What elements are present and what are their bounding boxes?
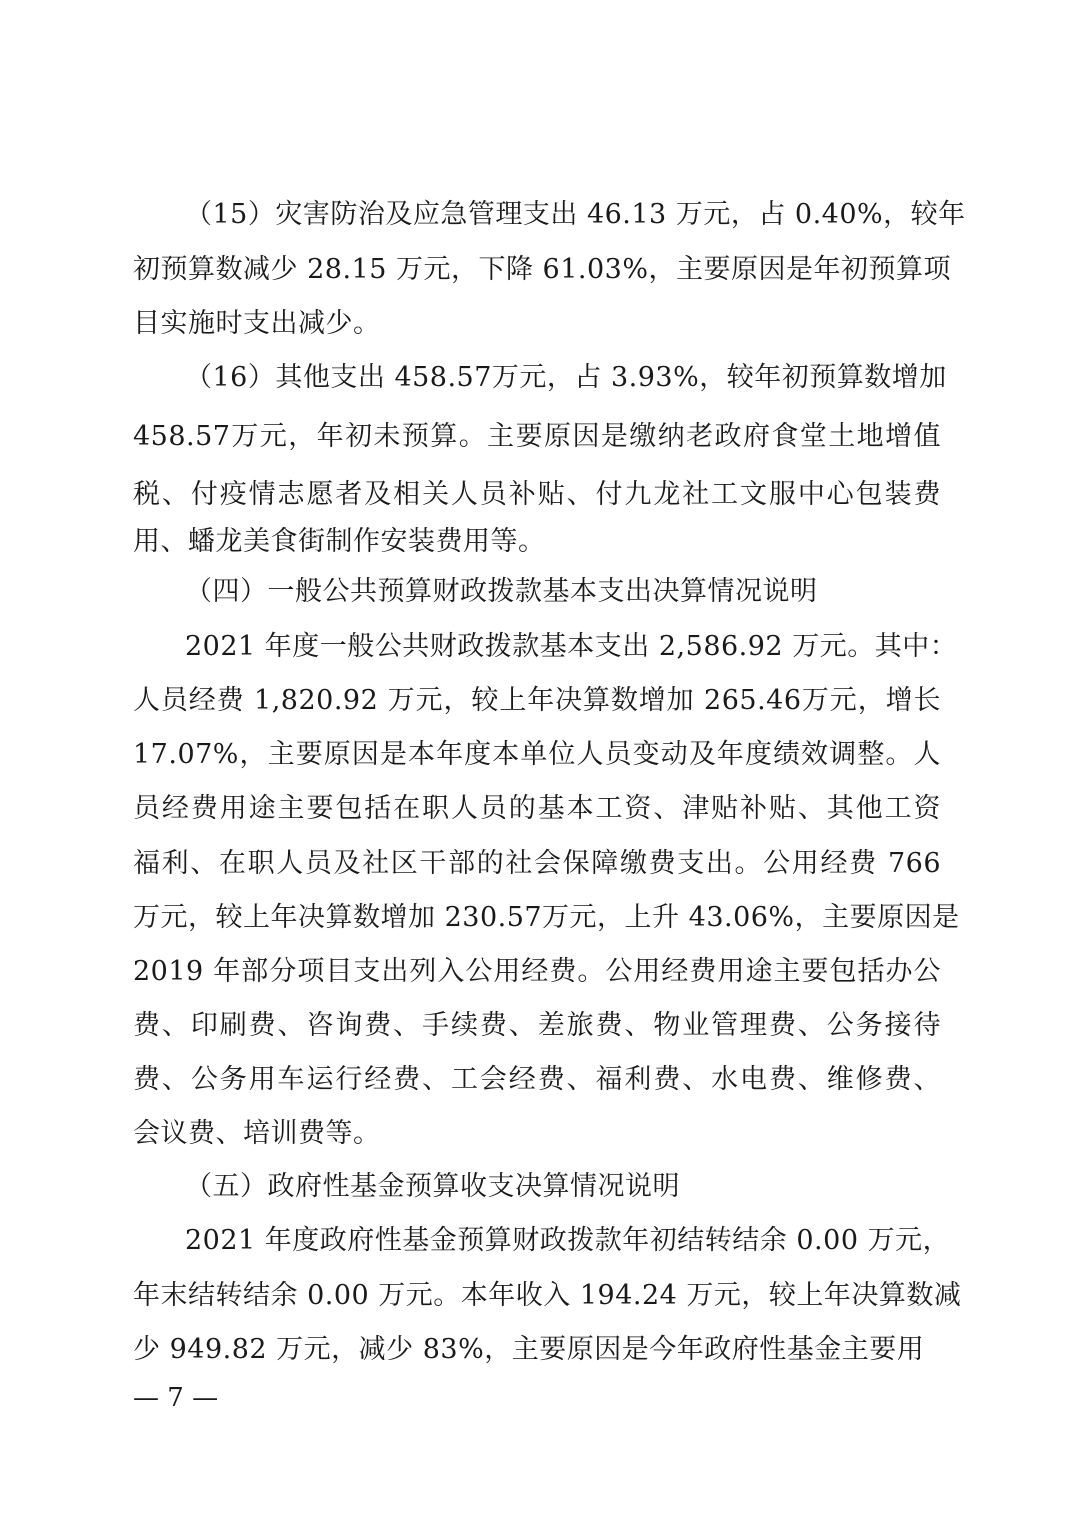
section-heading-5: （五）政府性基金预算收支决算情况说明 bbox=[185, 1171, 680, 1202]
paragraph-basic-expense-line-6: 万元，较上年决算数增加 230.57万元，上升 43.06%，主要原因是 bbox=[133, 902, 960, 933]
paragraph-15-line-3: 目实施时支出减少。 bbox=[133, 308, 381, 339]
paragraph-basic-expense-line-9: 费、公务用车运行经费、工会经费、福利费、水电费、维修费、 bbox=[133, 1064, 941, 1095]
paragraph-16-line-2: 458.57万元，年初未预算。主要原因是缴纳老政府食堂土地增值 bbox=[133, 421, 941, 452]
paragraph-16-line-1: （16）其他支出 458.57万元，占 3.93%，较年初预算数增加 bbox=[185, 362, 947, 393]
paragraph-basic-expense-line-5: 福利、在职人员及社区干部的社会保障缴费支出。公用经费 766 bbox=[133, 848, 941, 879]
paragraph-basic-expense-line-2: 人员经费 1,820.92 万元，较上年决算数增加 265.46万元，增长 bbox=[133, 685, 941, 716]
paragraph-16-line-4: 用、蟠龙美食街制作安装费用等。 bbox=[133, 526, 546, 557]
paragraph-basic-expense-line-7: 2019 年部分项目支出列入公用经费。公用经费用途主要包括办公 bbox=[133, 956, 941, 987]
paragraph-16-line-3: 税、付疫情志愿者及相关人员补贴、付九龙社工文服中心包装费 bbox=[133, 479, 941, 510]
paragraph-basic-expense-line-8: 费、印刷费、咨询费、手续费、差旅费、物业管理费、公务接待 bbox=[133, 1010, 941, 1041]
paragraph-basic-expense-line-1: 2021 年度一般公共财政拨款基本支出 2,586.92 万元。其中： bbox=[185, 631, 958, 662]
paragraph-basic-expense-line-4: 员经费用途主要包括在职人员的基本工资、津贴补贴、其他工资 bbox=[133, 793, 941, 824]
section-heading-4: （四）一般公共预算财政拨款基本支出决算情况说明 bbox=[185, 576, 818, 607]
paragraph-basic-expense-line-10: 会议费、培训费等。 bbox=[133, 1118, 381, 1149]
paragraph-fund-line-3: 少 949.82 万元，减少 83%，主要原因是今年政府性基金主要用 bbox=[133, 1334, 925, 1365]
paragraph-fund-line-1: 2021 年度政府性基金预算财政拨款年初结转结余 0.00 万元， bbox=[185, 1225, 951, 1256]
paragraph-15-line-2: 初预算数减少 28.15 万元，下降 61.03%，主要原因是年初预算项 bbox=[133, 254, 951, 285]
page-number: — 7 — bbox=[133, 1383, 219, 1413]
paragraph-fund-line-2: 年末结转结余 0.00 万元。本年收入 194.24 万元，较上年决算数减 bbox=[133, 1280, 962, 1311]
paragraph-15-line-1: （15）灾害防治及应急管理支出 46.13 万元，占 0.40%，较年 bbox=[185, 199, 966, 230]
paragraph-basic-expense-line-3: 17.07%，主要原因是本年度本单位人员变动及年度绩效调整。人 bbox=[133, 739, 941, 770]
